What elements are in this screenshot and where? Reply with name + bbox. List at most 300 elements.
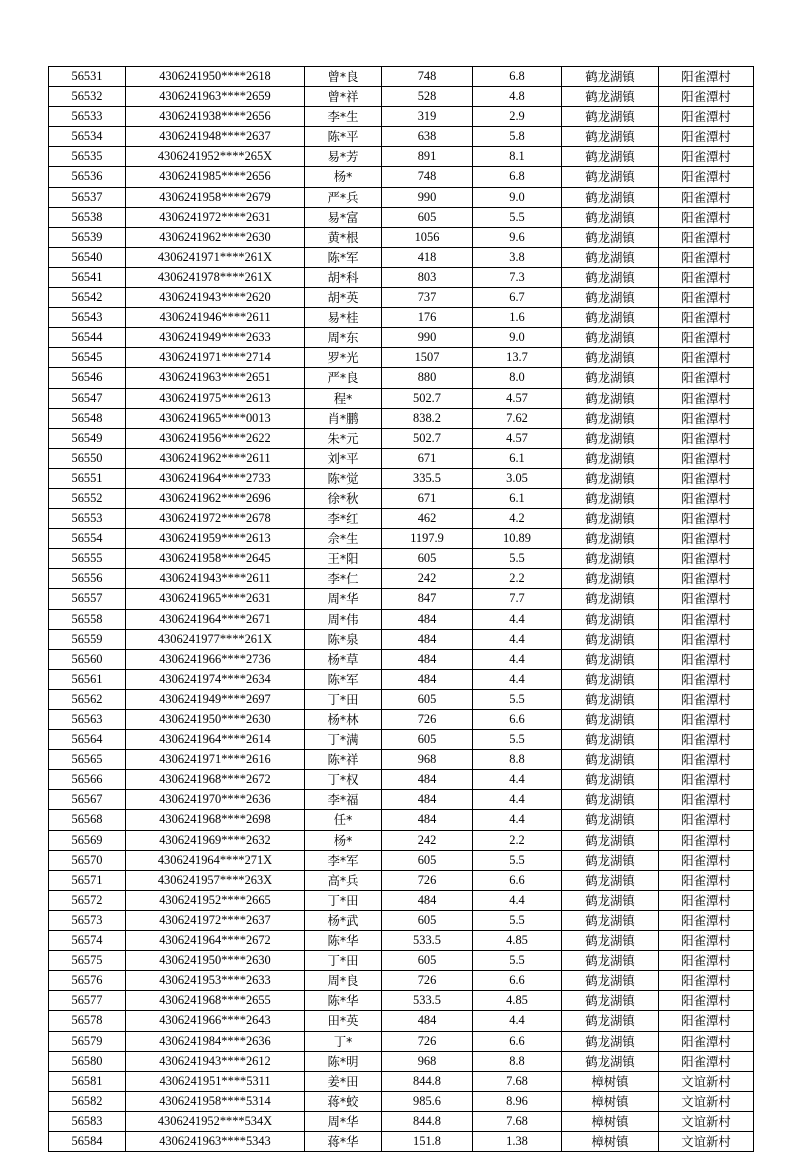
cell-amount: 1507 xyxy=(382,348,473,368)
cell-rate: 4.4 xyxy=(473,810,562,830)
cell-village: 阳雀潭村 xyxy=(659,87,754,107)
cell-town: 鹤龙湖镇 xyxy=(562,991,659,1011)
cell-amount: 484 xyxy=(382,1011,473,1031)
cell-id-number: 4306241964****2672 xyxy=(126,931,305,951)
cell-id-number: 4306241968****2655 xyxy=(126,991,305,1011)
cell-seq: 56570 xyxy=(49,850,126,870)
cell-amount: 335.5 xyxy=(382,468,473,488)
cell-name: 黄*根 xyxy=(305,227,382,247)
cell-village: 阳雀潭村 xyxy=(659,468,754,488)
cell-id-number: 4306241963****2651 xyxy=(126,368,305,388)
cell-name: 陈*平 xyxy=(305,127,382,147)
cell-rate: 6.6 xyxy=(473,710,562,730)
cell-village: 阳雀潭村 xyxy=(659,247,754,267)
cell-name: 丁*权 xyxy=(305,770,382,790)
cell-seq: 56568 xyxy=(49,810,126,830)
cell-seq: 56577 xyxy=(49,991,126,1011)
cell-village: 阳雀潭村 xyxy=(659,689,754,709)
cell-village: 阳雀潭村 xyxy=(659,810,754,830)
cell-amount: 737 xyxy=(382,288,473,308)
cell-amount: 671 xyxy=(382,448,473,468)
table-body xyxy=(49,67,754,1152)
cell-rate: 5.5 xyxy=(473,207,562,227)
table-row xyxy=(49,589,754,609)
cell-rate: 3.05 xyxy=(473,468,562,488)
cell-seq: 56535 xyxy=(49,147,126,167)
cell-seq: 56532 xyxy=(49,87,126,107)
cell-amount: 484 xyxy=(382,669,473,689)
cell-seq: 56554 xyxy=(49,529,126,549)
cell-village: 阳雀潭村 xyxy=(659,850,754,870)
cell-rate: 4.4 xyxy=(473,629,562,649)
cell-seq: 56534 xyxy=(49,127,126,147)
cell-amount: 151.8 xyxy=(382,1131,473,1151)
cell-amount: 242 xyxy=(382,830,473,850)
cell-id-number: 4306241958****2679 xyxy=(126,187,305,207)
cell-rate: 6.6 xyxy=(473,870,562,890)
cell-name: 杨*草 xyxy=(305,649,382,669)
cell-rate: 4.85 xyxy=(473,991,562,1011)
cell-id-number: 4306241963****2659 xyxy=(126,87,305,107)
cell-seq: 56546 xyxy=(49,368,126,388)
cell-rate: 4.4 xyxy=(473,609,562,629)
cell-id-number: 4306241962****2611 xyxy=(126,448,305,468)
cell-rate: 9.0 xyxy=(473,187,562,207)
cell-seq: 56571 xyxy=(49,870,126,890)
cell-town: 鹤龙湖镇 xyxy=(562,388,659,408)
cell-amount: 968 xyxy=(382,1051,473,1071)
cell-village: 阳雀潭村 xyxy=(659,790,754,810)
table-row xyxy=(49,448,754,468)
cell-rate: 5.8 xyxy=(473,127,562,147)
cell-seq: 56581 xyxy=(49,1071,126,1091)
cell-town: 鹤龙湖镇 xyxy=(562,1051,659,1071)
cell-rate: 9.0 xyxy=(473,328,562,348)
cell-rate: 4.4 xyxy=(473,669,562,689)
cell-village: 阳雀潭村 xyxy=(659,830,754,850)
cell-name: 刘*平 xyxy=(305,448,382,468)
cell-village: 文谊新村 xyxy=(659,1071,754,1091)
cell-village: 阳雀潭村 xyxy=(659,187,754,207)
cell-rate: 6.6 xyxy=(473,971,562,991)
cell-village: 阳雀潭村 xyxy=(659,368,754,388)
cell-town: 樟树镇 xyxy=(562,1071,659,1091)
cell-amount: 990 xyxy=(382,187,473,207)
cell-town: 鹤龙湖镇 xyxy=(562,951,659,971)
cell-seq: 56580 xyxy=(49,1051,126,1071)
cell-id-number: 4306241943****2620 xyxy=(126,288,305,308)
cell-name: 丁*田 xyxy=(305,689,382,709)
cell-rate: 13.7 xyxy=(473,348,562,368)
cell-name: 严*良 xyxy=(305,368,382,388)
cell-rate: 6.6 xyxy=(473,1031,562,1051)
cell-amount: 242 xyxy=(382,569,473,589)
cell-seq: 56547 xyxy=(49,388,126,408)
cell-seq: 56536 xyxy=(49,167,126,187)
cell-id-number: 4306241953****2633 xyxy=(126,971,305,991)
cell-town: 鹤龙湖镇 xyxy=(562,870,659,890)
cell-id-number: 4306241978****261X xyxy=(126,267,305,287)
cell-amount: 891 xyxy=(382,147,473,167)
cell-town: 鹤龙湖镇 xyxy=(562,710,659,730)
cell-name: 佘*生 xyxy=(305,529,382,549)
cell-name: 陈*觉 xyxy=(305,468,382,488)
cell-name: 徐*秋 xyxy=(305,488,382,508)
cell-name: 李*红 xyxy=(305,509,382,529)
cell-id-number: 4306241952****2665 xyxy=(126,890,305,910)
cell-amount: 502.7 xyxy=(382,428,473,448)
cell-town: 鹤龙湖镇 xyxy=(562,730,659,750)
table-row xyxy=(49,951,754,971)
cell-town: 鹤龙湖镇 xyxy=(562,428,659,448)
cell-amount: 605 xyxy=(382,910,473,930)
cell-seq: 56543 xyxy=(49,308,126,328)
cell-seq: 56553 xyxy=(49,509,126,529)
cell-rate: 7.68 xyxy=(473,1111,562,1131)
cell-amount: 484 xyxy=(382,810,473,830)
cell-town: 鹤龙湖镇 xyxy=(562,830,659,850)
cell-village: 阳雀潭村 xyxy=(659,629,754,649)
cell-id-number: 4306241952****265X xyxy=(126,147,305,167)
cell-rate: 2.2 xyxy=(473,569,562,589)
cell-id-number: 4306241949****2697 xyxy=(126,689,305,709)
cell-name: 周*良 xyxy=(305,971,382,991)
cell-id-number: 4306241943****2612 xyxy=(126,1051,305,1071)
cell-id-number: 4306241963****5343 xyxy=(126,1131,305,1151)
cell-rate: 6.8 xyxy=(473,67,562,87)
table-row xyxy=(49,509,754,529)
cell-village: 阳雀潭村 xyxy=(659,1011,754,1031)
cell-rate: 1.38 xyxy=(473,1131,562,1151)
table-row xyxy=(49,147,754,167)
cell-name: 陈*军 xyxy=(305,247,382,267)
cell-id-number: 4306241975****2613 xyxy=(126,388,305,408)
table-row xyxy=(49,308,754,328)
cell-rate: 7.68 xyxy=(473,1071,562,1091)
cell-rate: 9.6 xyxy=(473,227,562,247)
cell-village: 阳雀潭村 xyxy=(659,910,754,930)
cell-seq: 56565 xyxy=(49,750,126,770)
cell-town: 鹤龙湖镇 xyxy=(562,750,659,770)
cell-rate: 4.4 xyxy=(473,649,562,669)
table-row xyxy=(49,870,754,890)
cell-amount: 605 xyxy=(382,207,473,227)
cell-amount: 726 xyxy=(382,870,473,890)
table-row xyxy=(49,609,754,629)
cell-id-number: 4306241958****2645 xyxy=(126,549,305,569)
cell-amount: 319 xyxy=(382,107,473,127)
cell-seq: 56561 xyxy=(49,669,126,689)
records-table xyxy=(48,66,754,1152)
cell-village: 阳雀潭村 xyxy=(659,509,754,529)
cell-rate: 6.1 xyxy=(473,448,562,468)
cell-id-number: 4306241966****2736 xyxy=(126,649,305,669)
table-row xyxy=(49,649,754,669)
cell-name: 朱*元 xyxy=(305,428,382,448)
table-row xyxy=(49,689,754,709)
cell-name: 肖*鹏 xyxy=(305,408,382,428)
cell-town: 鹤龙湖镇 xyxy=(562,448,659,468)
cell-town: 鹤龙湖镇 xyxy=(562,67,659,87)
cell-town: 鹤龙湖镇 xyxy=(562,187,659,207)
cell-rate: 1.6 xyxy=(473,308,562,328)
cell-town: 鹤龙湖镇 xyxy=(562,850,659,870)
cell-name: 蒋*蛟 xyxy=(305,1091,382,1111)
table-row xyxy=(49,167,754,187)
cell-seq: 56567 xyxy=(49,790,126,810)
cell-rate: 4.57 xyxy=(473,428,562,448)
table-row xyxy=(49,730,754,750)
cell-seq: 56537 xyxy=(49,187,126,207)
cell-village: 阳雀潭村 xyxy=(659,408,754,428)
cell-seq: 56574 xyxy=(49,931,126,951)
cell-rate: 4.85 xyxy=(473,931,562,951)
cell-amount: 880 xyxy=(382,368,473,388)
cell-amount: 671 xyxy=(382,488,473,508)
cell-rate: 2.2 xyxy=(473,830,562,850)
cell-rate: 10.89 xyxy=(473,529,562,549)
cell-id-number: 4306241972****2637 xyxy=(126,910,305,930)
cell-name: 杨* xyxy=(305,167,382,187)
cell-amount: 605 xyxy=(382,951,473,971)
cell-seq: 56584 xyxy=(49,1131,126,1151)
cell-amount: 1197.9 xyxy=(382,529,473,549)
cell-rate: 7.3 xyxy=(473,267,562,287)
cell-village: 阳雀潭村 xyxy=(659,649,754,669)
cell-village: 阳雀潭村 xyxy=(659,870,754,890)
cell-name: 姜*田 xyxy=(305,1071,382,1091)
cell-rate: 4.4 xyxy=(473,1011,562,1031)
cell-village: 阳雀潭村 xyxy=(659,267,754,287)
cell-id-number: 4306241962****2696 xyxy=(126,488,305,508)
cell-seq: 56578 xyxy=(49,1011,126,1031)
table-row xyxy=(49,408,754,428)
table-row xyxy=(49,127,754,147)
cell-seq: 56559 xyxy=(49,629,126,649)
table-row xyxy=(49,710,754,730)
cell-amount: 726 xyxy=(382,710,473,730)
cell-amount: 748 xyxy=(382,67,473,87)
cell-rate: 8.96 xyxy=(473,1091,562,1111)
table-row xyxy=(49,1071,754,1091)
table-row xyxy=(49,348,754,368)
cell-seq: 56560 xyxy=(49,649,126,669)
cell-seq: 56563 xyxy=(49,710,126,730)
cell-seq: 56551 xyxy=(49,468,126,488)
cell-name: 曾*良 xyxy=(305,67,382,87)
cell-town: 鹤龙湖镇 xyxy=(562,931,659,951)
cell-id-number: 4306241952****534X xyxy=(126,1111,305,1131)
cell-id-number: 4306241951****5311 xyxy=(126,1071,305,1091)
cell-town: 鹤龙湖镇 xyxy=(562,87,659,107)
cell-town: 鹤龙湖镇 xyxy=(562,569,659,589)
cell-name: 程* xyxy=(305,388,382,408)
cell-amount: 418 xyxy=(382,247,473,267)
cell-amount: 528 xyxy=(382,87,473,107)
cell-seq: 56557 xyxy=(49,589,126,609)
cell-town: 鹤龙湖镇 xyxy=(562,549,659,569)
cell-id-number: 4306241965****0013 xyxy=(126,408,305,428)
cell-name: 陈*泉 xyxy=(305,629,382,649)
cell-amount: 484 xyxy=(382,890,473,910)
cell-seq: 56572 xyxy=(49,890,126,910)
cell-town: 鹤龙湖镇 xyxy=(562,1011,659,1031)
cell-village: 阳雀潭村 xyxy=(659,348,754,368)
cell-village: 文谊新村 xyxy=(659,1091,754,1111)
cell-name: 罗*光 xyxy=(305,348,382,368)
cell-amount: 484 xyxy=(382,770,473,790)
cell-village: 阳雀潭村 xyxy=(659,428,754,448)
cell-town: 鹤龙湖镇 xyxy=(562,890,659,910)
cell-seq: 56575 xyxy=(49,951,126,971)
cell-town: 鹤龙湖镇 xyxy=(562,669,659,689)
table-row xyxy=(49,810,754,830)
cell-name: 王*阳 xyxy=(305,549,382,569)
cell-amount: 844.8 xyxy=(382,1111,473,1131)
cell-village: 阳雀潭村 xyxy=(659,167,754,187)
table-row xyxy=(49,288,754,308)
cell-town: 鹤龙湖镇 xyxy=(562,348,659,368)
table-row xyxy=(49,1111,754,1131)
cell-id-number: 4306241968****2698 xyxy=(126,810,305,830)
cell-id-number: 4306241948****2637 xyxy=(126,127,305,147)
table-row xyxy=(49,1051,754,1071)
cell-rate: 4.2 xyxy=(473,509,562,529)
table-row xyxy=(49,488,754,508)
cell-town: 鹤龙湖镇 xyxy=(562,488,659,508)
cell-town: 鹤龙湖镇 xyxy=(562,127,659,147)
cell-id-number: 4306241971****2714 xyxy=(126,348,305,368)
cell-town: 鹤龙湖镇 xyxy=(562,227,659,247)
table-row xyxy=(49,850,754,870)
cell-town: 鹤龙湖镇 xyxy=(562,167,659,187)
cell-rate: 4.4 xyxy=(473,770,562,790)
cell-id-number: 4306241964****2671 xyxy=(126,609,305,629)
cell-seq: 56573 xyxy=(49,910,126,930)
cell-amount: 605 xyxy=(382,730,473,750)
cell-id-number: 4306241985****2656 xyxy=(126,167,305,187)
cell-name: 杨* xyxy=(305,830,382,850)
cell-town: 鹤龙湖镇 xyxy=(562,468,659,488)
cell-village: 阳雀潭村 xyxy=(659,951,754,971)
table-row xyxy=(49,187,754,207)
cell-rate: 6.8 xyxy=(473,167,562,187)
cell-amount: 484 xyxy=(382,629,473,649)
cell-town: 鹤龙湖镇 xyxy=(562,207,659,227)
cell-id-number: 4306241959****2613 xyxy=(126,529,305,549)
cell-id-number: 4306241958****5314 xyxy=(126,1091,305,1111)
cell-amount: 533.5 xyxy=(382,991,473,1011)
cell-name: 易*富 xyxy=(305,207,382,227)
cell-seq: 56540 xyxy=(49,247,126,267)
cell-name: 陈*军 xyxy=(305,669,382,689)
table-row xyxy=(49,368,754,388)
cell-seq: 56542 xyxy=(49,288,126,308)
cell-village: 阳雀潭村 xyxy=(659,147,754,167)
cell-amount: 726 xyxy=(382,971,473,991)
table-row xyxy=(49,549,754,569)
table-row xyxy=(49,247,754,267)
cell-amount: 638 xyxy=(382,127,473,147)
cell-id-number: 4306241949****2633 xyxy=(126,328,305,348)
cell-name: 周*华 xyxy=(305,1111,382,1131)
cell-id-number: 4306241972****2678 xyxy=(126,509,305,529)
cell-rate: 7.62 xyxy=(473,408,562,428)
cell-rate: 4.57 xyxy=(473,388,562,408)
cell-seq: 56582 xyxy=(49,1091,126,1111)
table-row xyxy=(49,991,754,1011)
cell-town: 鹤龙湖镇 xyxy=(562,368,659,388)
table-row xyxy=(49,107,754,127)
cell-town: 鹤龙湖镇 xyxy=(562,971,659,991)
cell-id-number: 4306241969****2632 xyxy=(126,830,305,850)
cell-id-number: 4306241938****2656 xyxy=(126,107,305,127)
cell-seq: 56544 xyxy=(49,328,126,348)
cell-seq: 56550 xyxy=(49,448,126,468)
cell-village: 阳雀潭村 xyxy=(659,669,754,689)
table-row xyxy=(49,1031,754,1051)
cell-rate: 8.8 xyxy=(473,750,562,770)
cell-village: 阳雀潭村 xyxy=(659,991,754,1011)
cell-id-number: 4306241984****2636 xyxy=(126,1031,305,1051)
cell-id-number: 4306241956****2622 xyxy=(126,428,305,448)
cell-rate: 8.0 xyxy=(473,368,562,388)
table-row xyxy=(49,971,754,991)
cell-seq: 56576 xyxy=(49,971,126,991)
cell-name: 丁*满 xyxy=(305,730,382,750)
cell-village: 阳雀潭村 xyxy=(659,529,754,549)
cell-rate: 8.8 xyxy=(473,1051,562,1071)
cell-amount: 484 xyxy=(382,790,473,810)
cell-name: 田*英 xyxy=(305,1011,382,1031)
cell-seq: 56549 xyxy=(49,428,126,448)
table-row xyxy=(49,770,754,790)
cell-id-number: 4306241964****2614 xyxy=(126,730,305,750)
cell-name: 胡*科 xyxy=(305,267,382,287)
cell-town: 鹤龙湖镇 xyxy=(562,589,659,609)
cell-id-number: 4306241965****2631 xyxy=(126,589,305,609)
cell-amount: 803 xyxy=(382,267,473,287)
cell-village: 阳雀潭村 xyxy=(659,1031,754,1051)
table-row xyxy=(49,388,754,408)
table-row xyxy=(49,790,754,810)
cell-rate: 8.1 xyxy=(473,147,562,167)
cell-id-number: 4306241974****2634 xyxy=(126,669,305,689)
cell-village: 阳雀潭村 xyxy=(659,569,754,589)
table-row xyxy=(49,931,754,951)
cell-seq: 56552 xyxy=(49,488,126,508)
table-row xyxy=(49,87,754,107)
cell-amount: 968 xyxy=(382,750,473,770)
cell-seq: 56556 xyxy=(49,569,126,589)
cell-amount: 176 xyxy=(382,308,473,328)
cell-id-number: 4306241950****2618 xyxy=(126,67,305,87)
cell-amount: 605 xyxy=(382,549,473,569)
cell-seq: 56566 xyxy=(49,770,126,790)
table-row xyxy=(49,890,754,910)
cell-village: 阳雀潭村 xyxy=(659,971,754,991)
table-row xyxy=(49,468,754,488)
cell-village: 阳雀潭村 xyxy=(659,931,754,951)
cell-name: 高*兵 xyxy=(305,870,382,890)
cell-village: 阳雀潭村 xyxy=(659,750,754,770)
cell-town: 樟树镇 xyxy=(562,1111,659,1131)
cell-seq: 56548 xyxy=(49,408,126,428)
cell-village: 阳雀潭村 xyxy=(659,288,754,308)
table-row xyxy=(49,267,754,287)
cell-rate: 5.5 xyxy=(473,910,562,930)
cell-rate: 4.8 xyxy=(473,87,562,107)
